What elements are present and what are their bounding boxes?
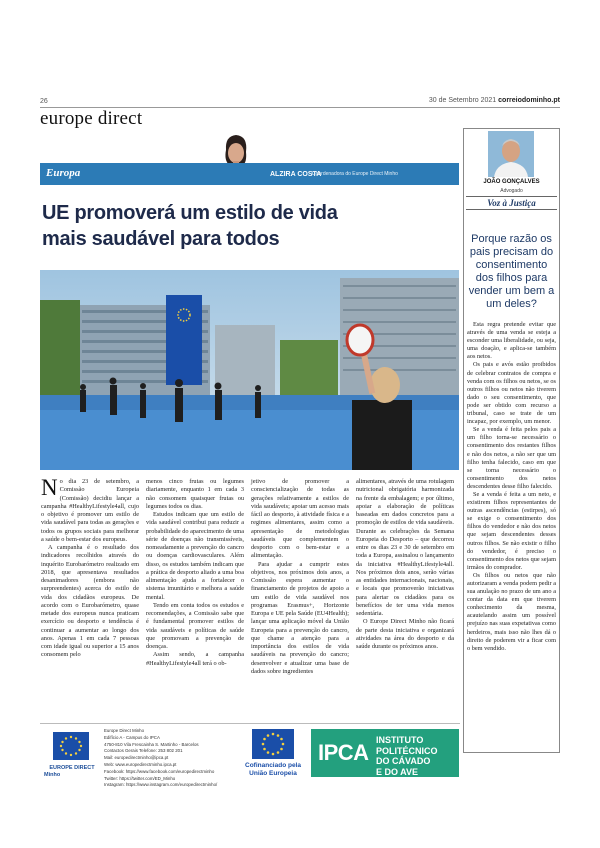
article-column-4 <box>356 478 454 651</box>
opinion-paragraph: Esta regra pretende evitar que através de uma venda se esteja a esconder uma liberalidade, ou seja, uma doação, e aplica-se também aos netos. <box>467 321 556 361</box>
opinion-paragraph: Os pais e avós estão proibidos de celebrar contratos de compra e venda com os filhos ou netos, se os outros filhos ou netos não tiverem dado o seu consentimento, que pode ser obtido com recurso a tribunal, caso se trate de um incapaz, por exemplo, um menor. <box>467 361 556 426</box>
article-paragraph: alimentares, através de uma rotulagem nutricional obrigatória harmonizada na frente da embalagem; e por último, apoiar a elaboração de políticas baseadas em dados concretos para a promoção de estilos de vida saudáveis. Durante as celebrações da Semana Europeia do Desporto – que decorreu entre os dias 23 e 30 de setembro em toda a Europa, assinalou o lançamento da iniciativa #HealthyLifestyle4all. Nos próximos dois anos, serão várias as entidades internacionais, nacionais, e locais que promoverão iniciativas para alertar os cidadãos para os benefícios de ter uma vida menos sedentária. <box>356 478 454 617</box>
header-date: 30 de Setembro 2021 <box>428 97 497 104</box>
europe-direct-logo <box>46 730 96 770</box>
opinion-author-role: Advogado <box>500 188 523 194</box>
opinion-paragraph: Se a venda é feita a um neto, e existirem filhos representantes de outras ascendências (estirpes), só se exige o consentimento dos filhos do vendedor e não dos netos que sejam descendentes desses outros filhos. Se não existir o filho do vendedor, é preciso o consentimento dos netos que sejam irmãos do comprador. <box>467 490 556 571</box>
opinion-paragraph: Se a venda é feita pelos pais a um filho torna-se necessário o consentimento dos restantes filhos e não dos netos, a não ser que um filho tenha falecido, caso em que se torna necessário o consentimento dos netos descendentes desse filho falecido. <box>467 426 556 490</box>
opinion-rule-top <box>466 196 557 197</box>
article-paragraph <box>41 475 139 544</box>
article-paragraph: Tendo em conta todos os estudos e recomendações, a Comissão sabe que é fundamental promover estilos de vida saudáveis e políticas de saúde que promovam a prevenção de doenças. <box>146 601 244 650</box>
article-column-3 <box>251 478 349 676</box>
opinion-rule-bottom <box>466 209 557 210</box>
page-number: 26 <box>40 98 48 105</box>
contact-line: Mail: europedirectminho@ipca.pt <box>104 755 169 761</box>
article-column-2 <box>146 478 244 668</box>
opinion-author-name: JOÃO GONÇALVES <box>483 179 540 185</box>
ipca-line: DO CÁVADO <box>376 756 431 766</box>
article-paragraph: menos cinco frutas ou legumes diariamente, enquanto 1 em cada 3 não consomem quaisquer frutas ou legumes todos os dias. <box>146 478 244 510</box>
contact-line: 4750-810 Vila Frescainha S. Martinho - Barcelos <box>104 741 199 747</box>
logo-line: EUROPE DIRECT <box>49 765 95 771</box>
author-role: Coordenadora do Europe Direct Minho <box>312 171 398 177</box>
caption-line: União Europeia <box>249 769 297 777</box>
article-column-1 <box>41 475 139 660</box>
europe-direct-logo-text <box>42 765 102 778</box>
opinion-headline: Porque razão os pais precisam do consentimento dos filhos para vender um bem a um deles? <box>468 233 555 310</box>
article-paragraph: O Europe Direct Minho não ficará de parte desta iniciativa e organizará atividades na área do desporto e da saúde durante os próximos anos. <box>356 618 454 650</box>
ipca-line: E DO AVE <box>376 766 419 777</box>
ipca-line: INSTITUTO <box>376 735 424 745</box>
headline-line-1: UE promoverá um estilo de vida <box>42 202 338 224</box>
contact-block <box>104 728 244 789</box>
opinion-kicker: Voz à Justiça <box>487 198 536 208</box>
contact-line: Instagram: https://www.instagram.com/europedirectminho/ <box>104 782 218 788</box>
article-paragraph: A campanha é o resultado dos indicadores recolhidos através do inquérito Eurobarómetro realizado em 2018, que apresentava resultados desanimadores (embora não surpreendentes) acerca do estilo de vida dos cidadãos europeus. De acordo com o Eurobarómetro, quase metade dos europeus nunca praticam exercício ou desporto e tendência é continuar a aumentar ao longo dos anos. Apenas 1 em cada 7 pessoas com idade igual ou superior a 15 anos consomem pelo <box>41 544 139 659</box>
opinion-body <box>467 321 556 653</box>
article-paragraph: jetivo de promover a consciencialização de todas as gerações relativamente a estilos de vida saudáveis; apoiar um acesso mais fácil ao desporto, à atividade física e a regimes alimentares, assim como a apresentação de metodologias saudáveis que complementem o desporto com o bem-estar e a alimentação. <box>251 478 349 560</box>
headline-line-2: mais saudável para todos <box>42 228 280 250</box>
opinion-paragraph: Os filhos ou netos que não autorizaram a venda podem pedir a sua anulação no prazo de um ano a contar da data em que tiverem conhecimento da mesma, acautelando assim um possível prejuízo nas suas expetativas como herdeiros, mais isso não lhes dá o direito de poderem vir a ficar com o bem vendido. <box>467 571 556 652</box>
contact-line: Europe Direct Minho <box>104 728 145 733</box>
article-paragraph: Para ajudar a cumprir estes objetivos, nos próximos dois anos, a Comissão espera aumentar o financiamento de projetos de apoio a um estilo de vida saudável nos programas Erasmus+, Horizonte Europa e UE pela Saúde (EU4Health); lançar uma aplicação móvel da União Europeia para a prevenção do cancro, que chame a atenção para a importância dos estilos de vida saudáveis na prevenção do cancro; desenvolver e atualizar uma base de dados sobre ingredientes <box>251 560 349 675</box>
article-paragraph: Assim sendo, a campanha #HealthyLifestyle4all terá o ob- <box>146 651 244 667</box>
eu-flag-icon <box>252 729 294 759</box>
ipca-line: POLITÉCNICO <box>376 745 438 756</box>
band-label: Europa <box>46 167 81 179</box>
article-paragraph: Estudos indicam que um estilo de vida saudável contribui para reduzir a probabilidade do aparecimento de uma série de doenças não transmissíveis, nomeadamente a prevenção do cancro ou doenças cardiovasculares. Além disso, os estudos também indicam que a prática de desporto aliado a uma boa alimentação ajuda a fortalecer o sistema imunitário e melhora a saúde mental. <box>146 511 244 601</box>
contact-line: Facebook: https://www.facebook.com/europedirectminho <box>104 768 215 774</box>
contact-line: Twitter: https://twitter.com/ED_Minho <box>104 775 176 781</box>
ipca-logo-name: IPCA <box>318 740 369 765</box>
header-date-publication <box>429 97 560 104</box>
contact-line: Web: www.europedirectminho.ipca.pt <box>104 761 177 767</box>
logo-line: Minho <box>44 771 61 778</box>
article-photo <box>40 270 459 470</box>
publication-name: correiodominho.pt <box>498 97 560 104</box>
paragraph-text: o dia 23 de setembro, a Comissão Europeia (Comissão) decidiu lançar a campanha #HealthyLifestyle4all, cujo o objetivo é promover um estilo de vida saudável para todas as gerações e todos os grupos sociais para melhorar a saúde o bem-estar dos europeus. <box>41 478 139 543</box>
author-name: ALZIRA COSTA <box>270 171 322 178</box>
contact-line: Contactos Gerais Telefone: 253 802 201 <box>104 748 183 754</box>
eu-cofunding-caption <box>240 762 306 777</box>
footer-rule <box>40 723 460 724</box>
section-title: europe direct <box>40 108 143 129</box>
article-headline <box>42 200 452 252</box>
contact-line: Edifício A - Campus do IPCA <box>104 734 160 740</box>
caption-line: Cofinanciado pela <box>245 762 301 769</box>
opinion-author-photo <box>488 131 534 177</box>
ipca-logo-text <box>376 735 438 777</box>
drop-cap: N <box>41 475 58 500</box>
